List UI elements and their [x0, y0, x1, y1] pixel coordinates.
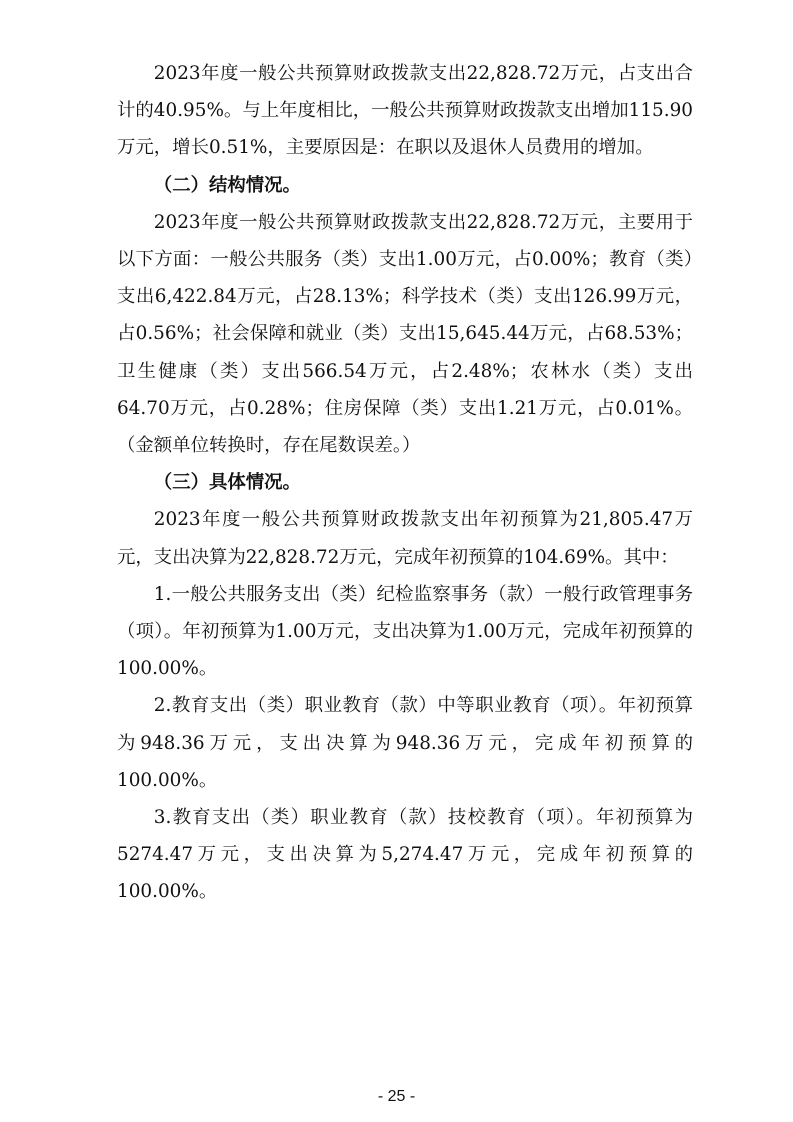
list-item-secondary-vocational: 2.教育支出（类）职业教育（款）中等职业教育（项）。年初预算为948.36万元，支出决算为948.36万元，完成年初预算的100.00%。 — [117, 695, 693, 791]
paragraph-structure: 2023年度一般公共预算财政拨款支出22,828.72万元，主要用于以下方面：一般公共服务（类）支出1.00万元，占0.00%；教育（类）支出6,422.84万元，占28.13%；科学技术（类）支出126.99万元，占0.56%；社会保障和就业（类）支出15,645.44万元，占68.53%；卫生健康（类）支出566.54万元，占2.48%；农林水（类）支出64.70万元，占0.28%；住房保障（类）支出1.21万元，占0.01%。（金额单位转换时，存在尾数误差。） — [117, 211, 693, 457]
page-body — [117, 55, 693, 911]
section-heading-structure: （二）结构情况。 — [153, 174, 301, 196]
paragraph-budget-overview: 2023年度一般公共预算财政拨款支出22,828.72万元，占支出合计的40.95%。与上年度相比，一般公共预算财政拨款支出增加115.90万元，增长0.51%，主要原因是：在职以及退休人员费用的增加。 — [117, 63, 693, 159]
paragraph-details-intro: 2023年度一般公共预算财政拨款支出年初预算为21,805.47万元，支出决算为22,828.72万元，完成年初预算的104.69%。其中： — [117, 509, 693, 568]
section-heading-details: （三）具体情况。 — [153, 472, 301, 494]
page-number: - 25 - — [377, 1088, 416, 1105]
list-item-technical-school: 3.教育支出（类）职业教育（款）技校教育（项）。年初预算为5274.47万元，支出决算为5,274.47万元，完成年初预算的100.00%。 — [117, 807, 693, 903]
list-item-general-services: 1.一般公共服务支出（类）纪检监察事务（款）一般行政管理事务（项）。年初预算为1.00万元，支出决算为1.00万元，完成年初预算的100.00%。 — [117, 583, 693, 680]
